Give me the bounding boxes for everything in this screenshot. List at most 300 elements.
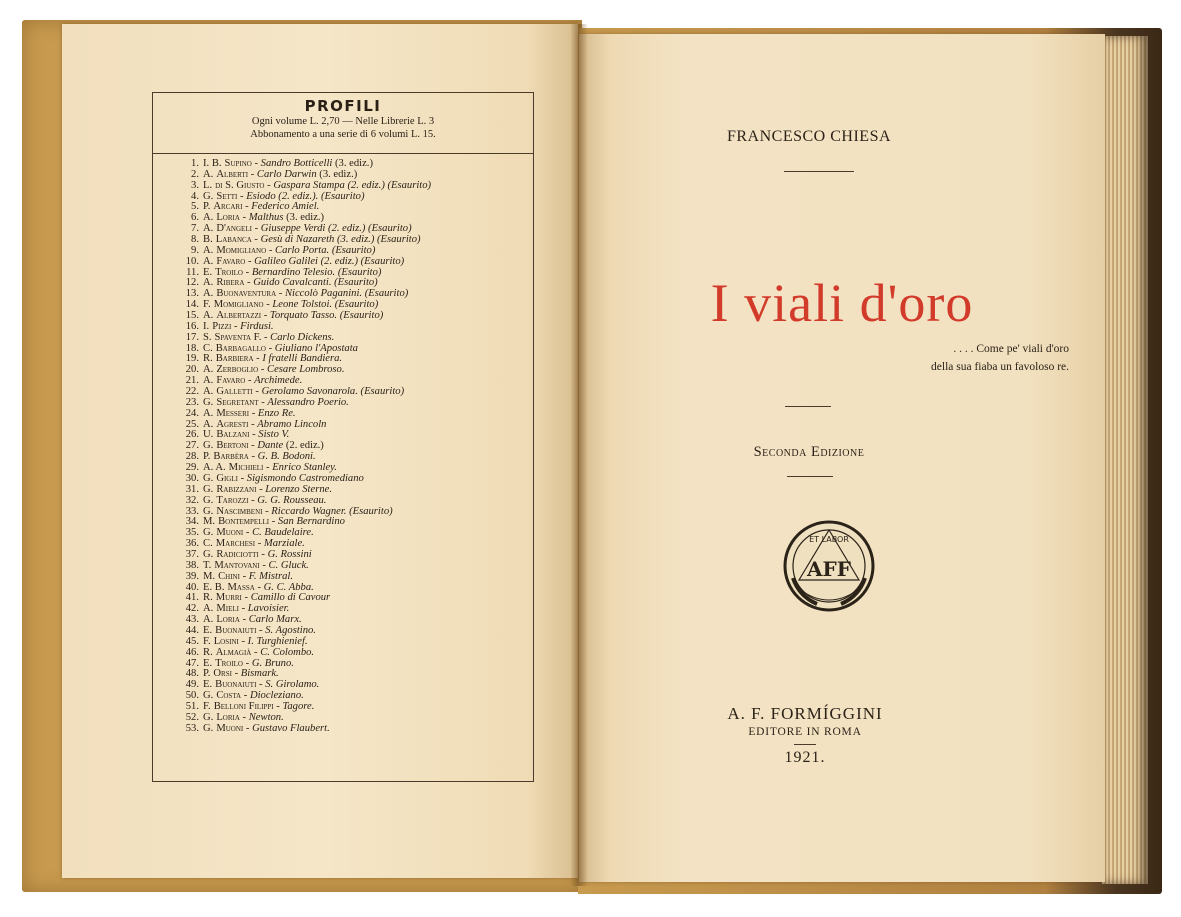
entry-number: 25.	[185, 418, 199, 430]
entry-initials: P.	[203, 201, 211, 213]
entry-separator: -	[256, 679, 266, 691]
entry-work: Lorenzo Sterne.	[265, 483, 332, 495]
entry-number: 27.	[185, 440, 199, 452]
entry-work: Camillo di Cavour	[250, 592, 331, 604]
catalog-header	[153, 93, 533, 154]
entry-separator: -	[259, 559, 269, 571]
entry-author: di S. Giusto	[215, 179, 265, 191]
entry-work: Carlo Marx.	[248, 614, 302, 626]
entry-number: 37.	[185, 548, 199, 560]
entry-separator: -	[262, 505, 272, 517]
entry-separator: -	[238, 635, 248, 647]
entry-initials: F.	[203, 299, 211, 311]
entry-work: Gaspara Stampa	[273, 179, 345, 191]
entry-author: Bontempelli	[218, 516, 270, 528]
entry-work: Tagore.	[282, 700, 315, 712]
entry-separator: -	[253, 353, 263, 365]
entry-number: 52.	[185, 711, 199, 723]
catalog-entries	[153, 154, 533, 735]
entry-number: 13.	[185, 288, 199, 300]
entry-initials: G.	[203, 190, 214, 202]
entry-number: 5.	[191, 201, 199, 213]
entry-initials: I.	[203, 320, 210, 332]
entry-number: 2.	[191, 168, 199, 180]
entry-author: Supino	[224, 158, 252, 169]
entry-number: 24.	[185, 407, 199, 419]
entry-number: 3.	[191, 179, 199, 191]
entry-author: Barbiera	[215, 353, 254, 365]
entry-number: 47.	[185, 657, 199, 669]
entry-note: (2. ediz.) (Esaurito)	[347, 179, 432, 191]
entry-separator: -	[255, 538, 264, 550]
entry-note: (3. ediz.)	[335, 158, 373, 169]
entry-separator: -	[238, 603, 248, 615]
entry-number: 43.	[185, 614, 199, 626]
entry-separator: -	[248, 440, 258, 452]
entry-initials: U.	[203, 429, 214, 441]
entry-separator: -	[249, 407, 258, 419]
entry-number: 11.	[186, 266, 199, 278]
entry-number: 19.	[185, 353, 199, 365]
entry-initials: A.	[203, 310, 214, 322]
entry-author: Buonaiuti	[215, 624, 257, 636]
entry-author: Ribera	[216, 277, 245, 289]
emblem-motto: ET LABOR	[809, 535, 849, 544]
entry-initials: F.	[203, 700, 211, 712]
entry-separator: -	[252, 386, 262, 398]
entry-work: Abramo Lincoln	[257, 418, 327, 430]
book-title: I viali d'oro	[710, 273, 974, 333]
entry-number: 9.	[191, 244, 199, 256]
entry-separator: -	[266, 244, 275, 256]
entry-separator: -	[261, 310, 270, 322]
entry-work: C. Gluck.	[268, 559, 309, 571]
entry-note: (Esaurito)	[331, 244, 376, 256]
entry-work: Sisto V.	[258, 429, 290, 441]
entry-number: 8.	[191, 234, 199, 246]
entry-work: Bernardino Telesio.	[251, 266, 336, 278]
entry-number: 38.	[185, 559, 199, 571]
entry-separator: -	[245, 375, 255, 387]
entry-number: 18.	[185, 342, 199, 354]
entry-number: 26.	[185, 429, 199, 441]
entry-number: 14.	[185, 299, 199, 311]
entry-initials: B.	[203, 234, 213, 246]
entry-work: S. Agostino.	[265, 624, 316, 636]
entry-work: Gustavo Flaubert.	[252, 722, 330, 734]
entry-author: Massa	[227, 581, 255, 593]
entry-number: 40.	[185, 581, 199, 593]
entry-work: Riccardo Wagner.	[271, 505, 347, 517]
entry-work: Sandro Botticelli	[260, 158, 333, 169]
entry-initials: T.	[203, 559, 212, 571]
entry-number: 41.	[185, 592, 199, 604]
entry-author: Balzani	[216, 429, 250, 441]
entry-number: 42.	[185, 603, 199, 615]
entry-author: Mieli	[216, 603, 239, 615]
entry-initials: G.	[203, 690, 214, 702]
publisher-city: EDITORE IN ROMA	[748, 726, 862, 738]
entry-separator: -	[263, 299, 273, 311]
entry-work: Giuseppe Verdi	[260, 223, 326, 235]
entry-initials: G.	[203, 722, 214, 734]
entry-author: Gigli	[216, 472, 238, 484]
entry-initials: A.	[203, 255, 214, 267]
entry-number: 10.	[185, 255, 199, 267]
entry-number: 48.	[185, 668, 199, 680]
entry-author: Costa	[216, 690, 242, 702]
entry-work: San Bernardino	[277, 516, 345, 528]
entry-initials: G.	[203, 396, 214, 408]
entry-initials: A. A.	[203, 462, 226, 474]
entry-author: Barbèra	[213, 451, 249, 463]
entry-separator: -	[241, 690, 250, 702]
entry-author: Murri	[215, 592, 242, 604]
entry-note: (Esaurito)	[349, 505, 393, 517]
entry-author: Alberti	[216, 168, 249, 180]
entry-author: Troilo	[215, 657, 243, 669]
entry-initials: P.	[203, 451, 211, 463]
entry-separator: -	[242, 266, 252, 278]
entry-initials: A.	[203, 277, 214, 289]
entry-note: (2. ediz.) (Esaurito)	[328, 223, 412, 235]
entry-work: Federico Amiel.	[251, 201, 320, 213]
entry-initials: P.	[203, 668, 211, 680]
entry-author: Momigliano	[213, 299, 264, 311]
entry-author: Losini	[213, 635, 239, 647]
entry-number: 46.	[185, 646, 199, 658]
entry-number: 29.	[185, 462, 199, 474]
entry-initials: F.	[203, 635, 211, 647]
entry-separator: -	[276, 288, 285, 300]
open-book	[22, 14, 1162, 894]
entry-note: (Esaurito)	[360, 386, 405, 398]
entry-number: 20.	[185, 364, 199, 376]
entry-author: Belloni Filippi	[213, 700, 274, 712]
entry-separator: -	[248, 418, 258, 430]
entry-author: Setti	[216, 190, 238, 202]
entry-author: Barbagallo	[215, 342, 266, 354]
entry-initials: A.	[203, 603, 214, 615]
catalog-price-line: Ogni volume L. 2,70 — Nelle Librerie L. 3	[251, 116, 435, 127]
entry-work: G. C. Abba.	[263, 581, 314, 593]
entry-number: 51.	[185, 700, 199, 712]
entry-work: Bismark.	[240, 668, 279, 680]
entry-separator: -	[243, 527, 253, 539]
entry-number: 12.	[185, 277, 199, 289]
entry-author: Michieli	[228, 462, 264, 474]
entry-work: Enzo Re.	[257, 407, 296, 419]
entry-separator: -	[242, 201, 252, 213]
entry-number: 31.	[185, 483, 199, 495]
entry-number: 7.	[191, 223, 199, 235]
entry-note: (3. ediz.) (Esaurito)	[337, 234, 421, 246]
entry-number: 34.	[185, 516, 199, 528]
entry-author: Muoni	[216, 722, 244, 734]
entry-separator: -	[264, 179, 274, 191]
entry-note: (Esaurito)	[337, 266, 382, 278]
entry-work: Carlo Porta.	[275, 244, 330, 256]
title-page	[579, 34, 1105, 882]
publisher-emblem-icon	[779, 516, 879, 616]
entry-author: Radiciotti	[216, 548, 259, 560]
entry-initials: R.	[203, 353, 213, 365]
entry-initials: A.	[203, 288, 214, 300]
entry-author: Buonaventura	[216, 288, 277, 300]
entry-author: Favaro	[216, 375, 246, 387]
entry-initials: G.	[203, 711, 214, 723]
entry-separator: -	[237, 472, 247, 484]
entry-work: Esiodo	[246, 190, 276, 202]
entry-work: I fratelli Bandiera.	[262, 353, 343, 365]
entry-author: D'angeli	[216, 223, 252, 235]
entry-initials: E. B.	[203, 581, 225, 593]
entry-initials: E.	[203, 657, 213, 669]
entry-work: Gerolamo Savonarola.	[261, 386, 358, 398]
entry-author: Nascimbeni	[216, 505, 263, 517]
entry-initials: A.	[203, 223, 214, 235]
entry-separator: -	[256, 624, 266, 636]
divider-rule	[784, 171, 854, 172]
entry-separator: -	[239, 614, 249, 626]
entry-note: (Esaurito)	[334, 299, 379, 311]
entry-number: 36.	[185, 538, 199, 550]
entry-separator: -	[244, 277, 254, 289]
entry-initials: G.	[203, 483, 214, 495]
entry-separator: -	[265, 342, 275, 354]
entry-author: Zerboglio	[216, 364, 259, 376]
entry-number: 1.	[191, 158, 199, 169]
publication-year: 1921.	[784, 749, 826, 766]
entry-separator: -	[258, 548, 268, 560]
entry-author: Momigliano	[216, 244, 267, 256]
entry-work: Malthus	[248, 212, 284, 224]
entry-work: C. Colombo.	[260, 646, 315, 658]
catalog-entry	[177, 724, 533, 735]
entry-work: Cesare Lombroso.	[267, 364, 345, 376]
entry-author: Favaro	[216, 255, 246, 267]
entry-author: Bertoni	[216, 440, 249, 452]
entry-separator: -	[241, 592, 251, 604]
entry-work: Enrico Stanley.	[272, 462, 337, 474]
entry-author: Marchesi	[215, 538, 256, 550]
epigraph-line-1: . . . . Come pe' viali d'oro	[953, 343, 1069, 355]
entry-author: Loria	[216, 614, 240, 626]
entry-number: 17.	[185, 331, 199, 343]
entry-work: G. Rossini	[267, 548, 312, 560]
entry-initials: G.	[203, 505, 214, 517]
edition-label: Seconda Edizione	[753, 444, 865, 460]
entry-separator: -	[263, 462, 273, 474]
entry-separator: -	[245, 255, 255, 267]
entry-work: Archimede.	[254, 375, 303, 387]
entry-number: 4.	[191, 190, 199, 202]
entry-work: Gesù di Nazareth	[260, 234, 335, 246]
entry-initials: A.	[203, 168, 214, 180]
entry-work: Carlo Darwin	[256, 168, 317, 180]
entry-work: Galileo Galilei	[254, 255, 318, 267]
entry-number: 22.	[185, 386, 199, 398]
entry-author: Galletti	[216, 386, 253, 398]
entry-initials: A.	[203, 212, 214, 224]
entry-author: Pizzi	[212, 320, 232, 332]
entry-separator: -	[256, 483, 266, 495]
entry-author: Mantovani	[214, 559, 260, 571]
entry-initials: A.	[203, 407, 214, 419]
entry-number: 39.	[185, 570, 199, 582]
emblem-initials: AFF	[807, 557, 851, 581]
entry-work: Carlo Dickens.	[270, 331, 335, 343]
entry-work: G. Bruno.	[251, 657, 294, 669]
entry-author: Labanca	[215, 234, 252, 246]
epigraph-line-2: della sua fiaba un favoloso re.	[931, 361, 1069, 373]
entry-note: (Esaurito)	[334, 277, 378, 289]
entry-number: 28.	[185, 451, 199, 463]
entry-number: 50.	[185, 690, 199, 702]
entry-number: 6.	[191, 212, 199, 224]
entry-author: Albertazzi	[216, 310, 262, 322]
entry-separator: -	[251, 646, 261, 658]
entry-initials: R.	[203, 592, 213, 604]
entry-initials: G.	[203, 494, 214, 506]
entry-number: 33.	[185, 505, 199, 517]
entry-number: 15.	[185, 310, 199, 322]
entry-author: Troilo	[215, 266, 243, 278]
entry-work: G. B. Bodoni.	[257, 451, 316, 463]
entry-separator: -	[258, 364, 267, 376]
entry-initials: C.	[203, 538, 213, 550]
entry-work: Giuliano l'Apostata	[274, 342, 358, 354]
entry-author: Orsi	[213, 668, 232, 680]
entry-work: Guido Cavalcanti.	[253, 277, 332, 289]
entry-number: 49.	[185, 679, 199, 691]
entry-note: (2. ediz.). (Esaurito)	[278, 190, 365, 202]
entry-note: (2. ediz.) (Esaurito)	[320, 255, 405, 267]
entry-separator: -	[251, 223, 261, 235]
entry-note: (2. ediz.)	[285, 440, 324, 452]
entry-number: 45.	[185, 635, 199, 647]
entry-author: Spaventa F.	[214, 331, 262, 343]
entry-initials: A.	[203, 364, 214, 376]
entry-work: Diocleziano.	[249, 690, 304, 702]
entry-author: Chini	[218, 570, 240, 582]
entry-number: 32.	[185, 494, 199, 506]
divider-rule	[787, 476, 833, 477]
entry-author: Tarozzi	[216, 494, 249, 506]
entry-work: Sigismondo Castromediano	[246, 472, 364, 484]
entry-separator: -	[269, 516, 278, 528]
entry-work: C. Baudelaire.	[252, 527, 314, 539]
catalog-title: PROFILI	[304, 97, 382, 115]
entry-work: F. Mistral.	[248, 570, 293, 582]
entry-initials: L.	[203, 179, 213, 191]
entry-separator: -	[231, 668, 241, 680]
entry-author: Buonaiuti	[215, 679, 257, 691]
entry-work: Torquato Tasso.	[269, 310, 338, 322]
entry-work: Newton.	[248, 711, 284, 723]
entry-work: Leone Tolstoi.	[272, 299, 333, 311]
entry-initials: M.	[203, 570, 216, 582]
entry-number: 53.	[185, 722, 199, 734]
entry-separator: -	[239, 570, 249, 582]
entry-initials: G.	[203, 527, 214, 539]
page-edges	[1102, 36, 1148, 884]
entry-work: Firdusi.	[240, 320, 274, 332]
entry-separator: -	[251, 158, 261, 169]
entry-separator: -	[239, 711, 249, 723]
entry-note: (Esaurito)	[364, 288, 409, 300]
entry-separator: -	[273, 700, 283, 712]
entry-work: Niccolò Paganini.	[284, 288, 363, 300]
entry-work: S. Girolamo.	[265, 679, 320, 691]
entry-note: (3. ediz.)	[286, 212, 325, 224]
author-name: FRANCESCO CHIESA	[726, 128, 892, 145]
entry-initials: R.	[203, 646, 213, 658]
entry-separator: -	[248, 168, 257, 180]
entry-work: Dante	[257, 440, 284, 452]
entry-author: Messeri	[216, 407, 250, 419]
entry-separator: -	[243, 722, 253, 734]
entry-initials: E.	[203, 266, 213, 278]
entry-note: (Esaurito)	[339, 310, 384, 322]
entry-separator: -	[239, 212, 249, 224]
entry-number: 30.	[185, 472, 199, 484]
entry-number: 35.	[185, 527, 199, 539]
entry-initials: I. B.	[203, 158, 222, 169]
entry-work: Marziale.	[263, 538, 305, 550]
profili-catalog	[152, 92, 534, 782]
entry-author: Loria	[216, 711, 240, 723]
entry-author: Segretant	[216, 396, 259, 408]
publisher-name: A. F. FORMÍGGINI	[727, 704, 883, 723]
entry-number: 21.	[185, 375, 199, 387]
entry-initials: E.	[203, 624, 213, 636]
entry-initials: S.	[203, 331, 212, 343]
entry-work: G. G. Rousseau.	[257, 494, 327, 506]
entry-separator: -	[249, 429, 259, 441]
catalog-subscription-line: Abbonamento a una serie di 6 volumi L. 15.	[250, 129, 436, 140]
entry-author: Almagià	[215, 646, 252, 658]
epigraph	[809, 340, 1069, 376]
entry-author: Arcari	[213, 201, 243, 213]
entry-initials: A.	[203, 418, 214, 430]
entry-separator: -	[261, 331, 271, 343]
entry-author: Muoni	[216, 527, 244, 539]
entry-separator: -	[237, 190, 247, 202]
entry-initials: G.	[203, 472, 214, 484]
divider-rule	[794, 744, 816, 745]
entry-number: 44.	[185, 624, 199, 636]
entry-author: Loria	[216, 212, 240, 224]
entry-work: Lavoisier.	[247, 603, 290, 615]
entry-initials: A.	[203, 375, 214, 387]
divider-rule	[785, 406, 831, 407]
entry-initials: G.	[203, 548, 214, 560]
entry-number: 16.	[185, 320, 199, 332]
entry-separator: -	[248, 451, 258, 463]
entry-initials: M.	[203, 516, 216, 528]
entry-initials: A.	[203, 614, 214, 626]
entry-separator: -	[248, 494, 258, 506]
entry-author: Agresti	[216, 418, 249, 430]
entry-separator: -	[242, 657, 252, 669]
entry-initials: G.	[203, 440, 214, 452]
entry-initials: A.	[203, 386, 214, 398]
entry-work: Alessandro Poerio.	[267, 396, 349, 408]
entry-author: Rabizzani	[216, 483, 257, 495]
entry-note: (3. ediz.)	[319, 168, 358, 180]
entry-initials: E.	[203, 679, 213, 691]
